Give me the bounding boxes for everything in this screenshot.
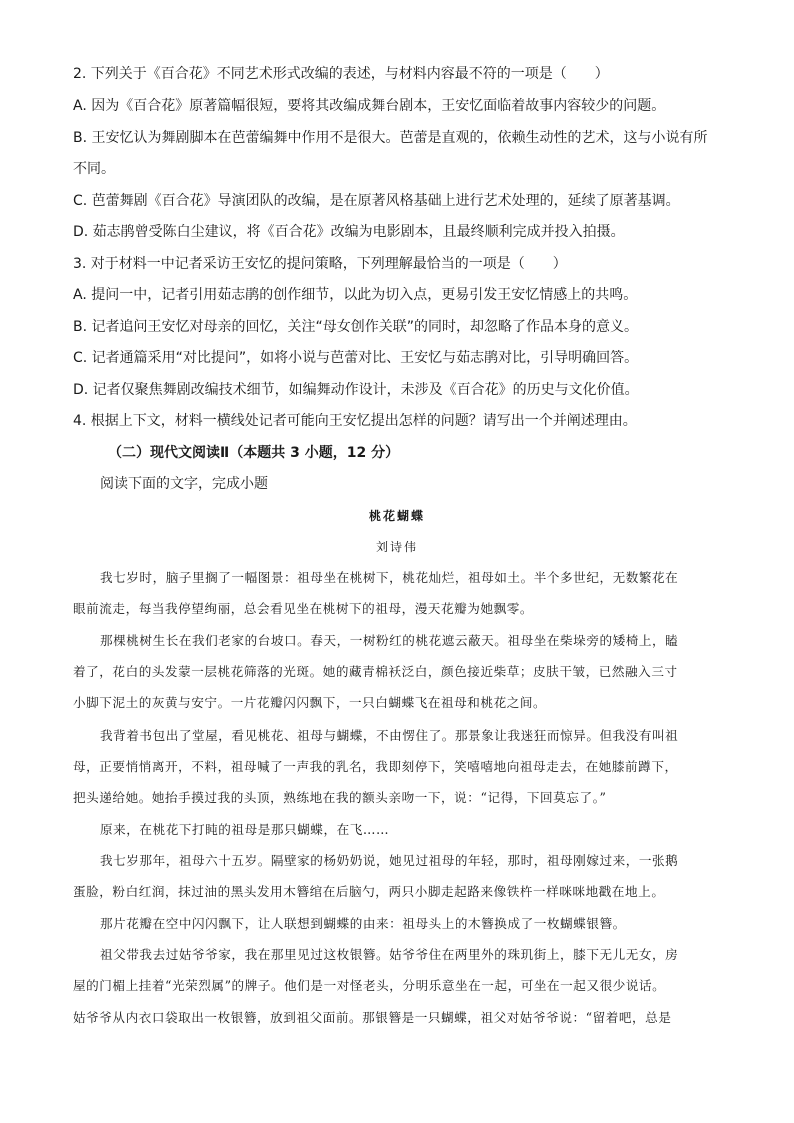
story-line: 我七岁时，脑子里搁了一幅图景：祖母坐在桃树下，桃花灿烂，祖母如土。半个多世纪，无数繁花在: [100, 570, 679, 585]
question-4-stem: 4. 根据上下文，材料一横线处记者可能向王安忆提出怎样的问题？请写出一个并阐述理由。: [73, 413, 637, 429]
story-line: 我七岁那年，祖母六十五岁。隔壁家的杨奶奶说，她见过祖母的年轻，那时，祖母刚嫁过来，一张鹅: [100, 853, 679, 868]
story-line: 姑爷爷从内衣口袋取出一枚银簪，放到祖父面前。那银簪是一只蝴蝶，祖父对姑爷爷说：“留着吧，总是: [73, 1010, 672, 1025]
question-3-option-d: D. 记者仅聚焦舞剧改编技术细节，如编舞动作设计，未涉及《百合花》的历史与文化价值。: [73, 382, 639, 398]
story-title: 桃花蝴蝶: [368, 509, 425, 523]
story-line: 把头递给她。她抬手摸过我的头顶，熟练地在我的额头亲吻一下，说：“记得，下回莫忘了。”: [73, 790, 607, 805]
story-line: 屋的门楣上挂着“光荣烈属”的牌子。他们是一对怪老头，分明乐意坐在一起，可坐在一起又很少说话。: [73, 978, 666, 993]
question-3-option-c: C. 记者通篇采用“对比提问”，如将小说与芭蕾对比、王安忆与茹志鹃对比，引导明确回答。: [73, 350, 639, 366]
story-line: 着了，花白的头发蒙一层桃花筛落的光斑。她的藏青棉袄泛白，颜色接近柴草；皮肤干皱，已然融入三寸: [73, 664, 678, 679]
story-line: 那片花瓣在空中闪闪飘下，让人联想到蝴蝶的由来：祖母头上的木簪换成了一枚蝴蝶银簪。: [100, 916, 626, 931]
story-line: 蛋脸，粉白红润，抹过油的黑头发用木簪绾在后脑勺，两只小脚走起路来像铁杵一样咪咪地戳在地上。: [73, 884, 665, 899]
story-line: 祖父带我去过姑爷爷家，我在那里见过这枚银簪。姑爷爷住在两里外的珠玑街上，膝下无儿无女，房: [100, 947, 679, 962]
story-line: 母，正要悄悄离开，不料，祖母喊了一声我的乳名，我即刻停下，笑嘻嘻地向祖母走去，在她膝前蹲下，: [73, 759, 678, 774]
question-2-option-c: C. 芭蕾舞剧《百合花》导演团队的改编，是在原著风格基础上进行艺术处理的，延续了原著基调。: [73, 193, 680, 209]
question-3-option-b: B. 记者追问王安忆对母亲的回忆，关注“母女创作关联”的同时，却忽略了作品本身的意义。: [73, 319, 639, 335]
story-line: 那棵桃树生长在我们老家的台坡口。春天，一树粉红的桃花遮云蔽天。祖母坐在柴垛旁的矮椅上，瞌: [100, 633, 679, 648]
story-line: 眼前流走，每当我停望绚丽，总会看见坐在桃树下的祖母，漫天花瓣为她飘零。: [73, 601, 534, 616]
story-line: 我背着书包出了堂屋，看见桃花、祖母与蝴蝶，不由愣住了。那景象让我迷狂而惊异。但我没有叫祖: [100, 728, 679, 743]
story-line: 小脚下泥土的灰黄与安宁。一片花瓣闪闪飘下，一只白蝴蝶飞在祖母和桃花之间。: [73, 695, 547, 710]
question-2-stem: 2. 下列关于《百合花》不同艺术形式改编的表述，与材料内容最不符的一项是（ ）: [73, 66, 609, 82]
story-author: 刘诗伟: [375, 540, 418, 554]
question-3-option-a: A. 提问一中，记者引用茹志鹃的创作细节，以此为切入点，更易引发王安忆情感上的共鸣。: [73, 287, 638, 303]
section-heading: （二）现代文阅读Ⅱ（本题共 3 小题，12 分）: [108, 445, 400, 461]
question-2-option-a: A. 因为《百合花》原著篇幅很短，要将其改编成舞台剧本，王安忆面临着故事内容较少的问题。: [73, 98, 666, 114]
question-2-option-d: D. 茹志鹃曾受陈白尘建议，将《百合花》改编为电影剧本，且最终顺利完成并投入拍摄。: [73, 224, 625, 240]
question-2-option-b-line1: B. 王安忆认为舞剧脚本在芭蕾编舞中作用不是很大。芭蕾是直观的，依赖生动性的艺术，这与小说有所: [73, 130, 708, 146]
story-line: 原来，在桃花下打盹的祖母是那只蝴蝶，在飞……: [100, 822, 390, 837]
question-2-option-b-line2: 不同。: [73, 161, 115, 177]
question-3-stem: 3. 对于材料一中记者采访王安忆的提问策略，下列理解最恰当的一项是（ ）: [73, 256, 567, 272]
reading-instruction: 阅读下面的文字，完成小题: [100, 476, 268, 492]
